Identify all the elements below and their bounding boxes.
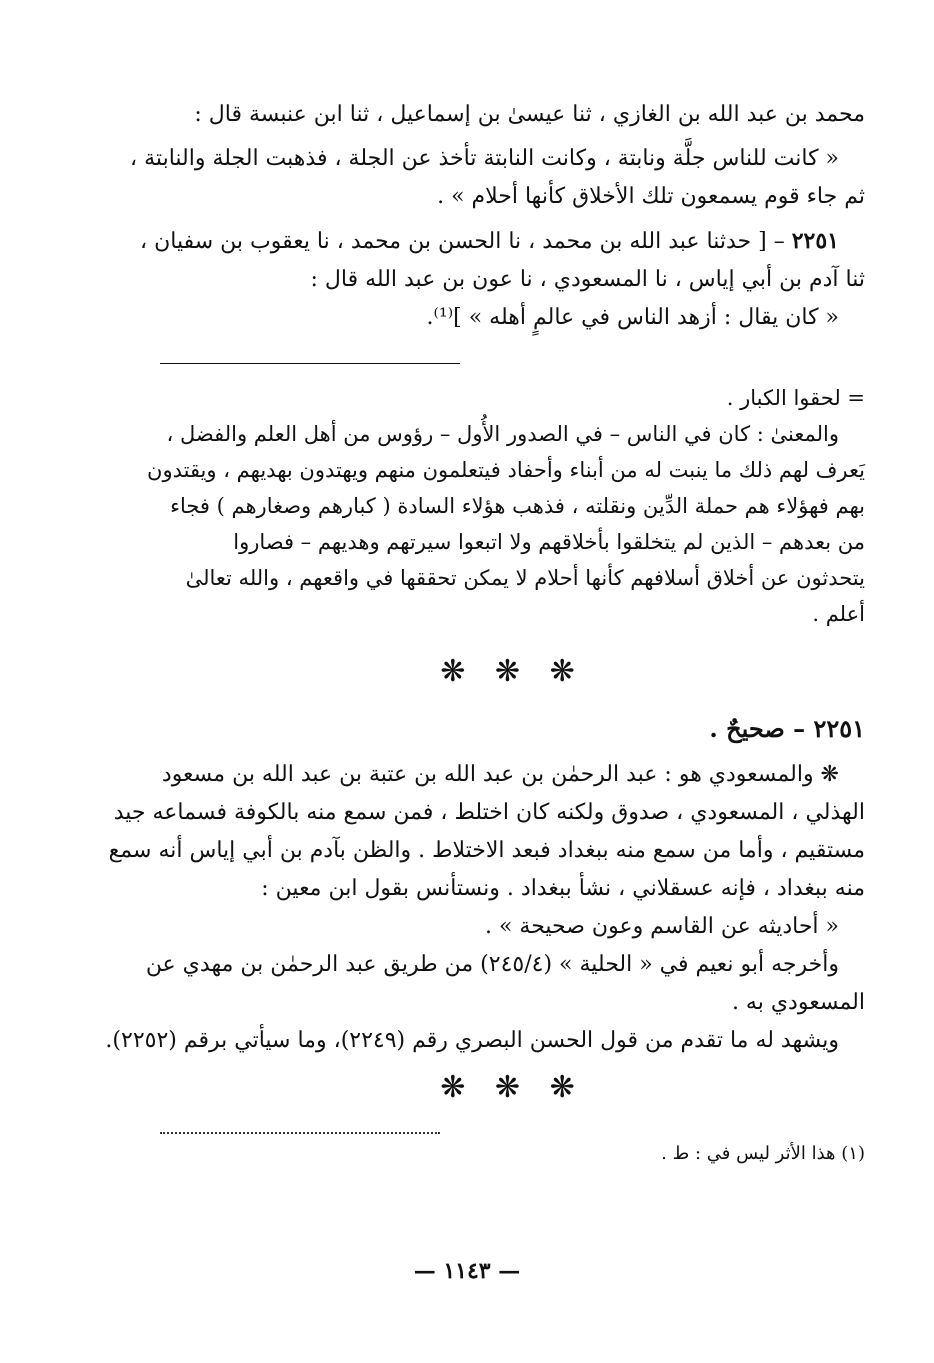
- heading-number: ٢٢٥١: [813, 714, 865, 743]
- text-line: يَعرف لهم ذلك ما ينبت له من أبناء وأحفاد فيتعلمون منهم ويهتدون بهديهم ، ويقتدون: [147, 458, 865, 482]
- text-line: ثنا آدم بن أبي إياس ، نا المسعودي ، نا عون بن عبد الله قال :: [310, 267, 865, 292]
- entry-2251: [139, 222, 865, 337]
- text-line: الهذلي ، المسعودي ، صدوق ولكنه كان اختلط ، فمن سمع منه بالكوفة فسماعه جيد: [113, 800, 865, 825]
- commentary: [147, 380, 865, 632]
- star-separator: ❋ ❋ ❋: [440, 654, 585, 689]
- page-number: — ١١٤٣ —: [413, 1258, 521, 1284]
- text-line: مستقيم ، وأما من سمع منه ببغداد فبعد الاختلاط . والظن بآدم بن أبي إياس أنه سمع: [108, 838, 865, 863]
- grading-section: [105, 710, 865, 1060]
- section-divider: [160, 363, 460, 364]
- grading-heading: [160, 710, 865, 748]
- entry-first-line: [139, 222, 865, 261]
- text-line: = لحقوا الكبار .: [726, 386, 865, 410]
- text-line: أعلم .: [812, 602, 865, 626]
- text-line: – [ حدثنا عبد الله بن محمد ، نا الحسن بن محمد ، نا يعقوب بن سفيان ،: [139, 229, 785, 254]
- footnote-divider: [160, 1132, 440, 1140]
- text-line: « كان يقال : أزهد الناس في عالمٍ أهله » ]⁽¹⁾.: [426, 305, 839, 330]
- entry-number: ٢٢٥١: [791, 228, 839, 254]
- text-line: المسعودي به .: [731, 990, 865, 1015]
- text-line: بهم فهؤلاء هم حملة الدِّين ونقلته ، فذهب هؤلاء السادة ( كبارهم وصغارهم ) فجاء: [170, 494, 865, 518]
- text-line: ثم جاء قوم يسمعون تلك الأخلاق كأنها أحلام » .: [437, 184, 865, 209]
- text-line: « كانت للناس جلَّة ونابتة ، وكانت النابتة تأخذ عن الجلة ، فذهبت الجلة والنابتة ،: [130, 146, 839, 171]
- text-line: من بعدهم – الذين لم يتخلقوا بأخلاقهم ولا اتبعوا سيرتهم وهديهم – فصاروا: [233, 530, 865, 554]
- top-block: [130, 96, 865, 216]
- text-line: منه ببغداد ، فإنه عسقلاني ، نشأ ببغداد . ونستأنس بقول ابن معين :: [261, 876, 865, 901]
- text-line: يتحدثون عن أخلاق أسلافهم كأنها أحلام لا يمكن تحققها في واقعهم ، والله تعالىٰ: [185, 566, 865, 590]
- page-body: [105, 96, 865, 1168]
- heading-text: – صحيحٌ .: [709, 714, 806, 743]
- text-line: ❋ والمسعودي هو : عبد الرحمٰن بن عبد الله بن عتبة بن عبد الله بن مسعود: [161, 762, 839, 787]
- text-line: « أحاديثه عن القاسم وعون صحيحة » .: [484, 914, 839, 939]
- text-line: والمعنىٰ : كان في الناس – في الصدور الأُول – رؤوس من أهل العلم والفضل ،: [166, 422, 839, 446]
- text-line: محمد بن عبد الله بن الغازي ، ثنا عيسىٰ بن إسماعيل ، ثنا ابن عنبسة قال :: [194, 102, 865, 127]
- text-line: ويشهد له ما تقدم من قول الحسن البصري رقم (٢٢٤٩)، وما سيأتي برقم (٢٢٥٢).: [105, 1028, 839, 1053]
- text-line: وأخرجه أبو نعيم في « الحلية » (٢٤٥/٤) من طريق عبد الرحمٰن بن مهدي عن: [145, 952, 839, 977]
- star-separator: ❋ ❋ ❋: [440, 1070, 585, 1105]
- footnote: (١) هذا الأثر ليس في : ط .: [661, 1143, 865, 1164]
